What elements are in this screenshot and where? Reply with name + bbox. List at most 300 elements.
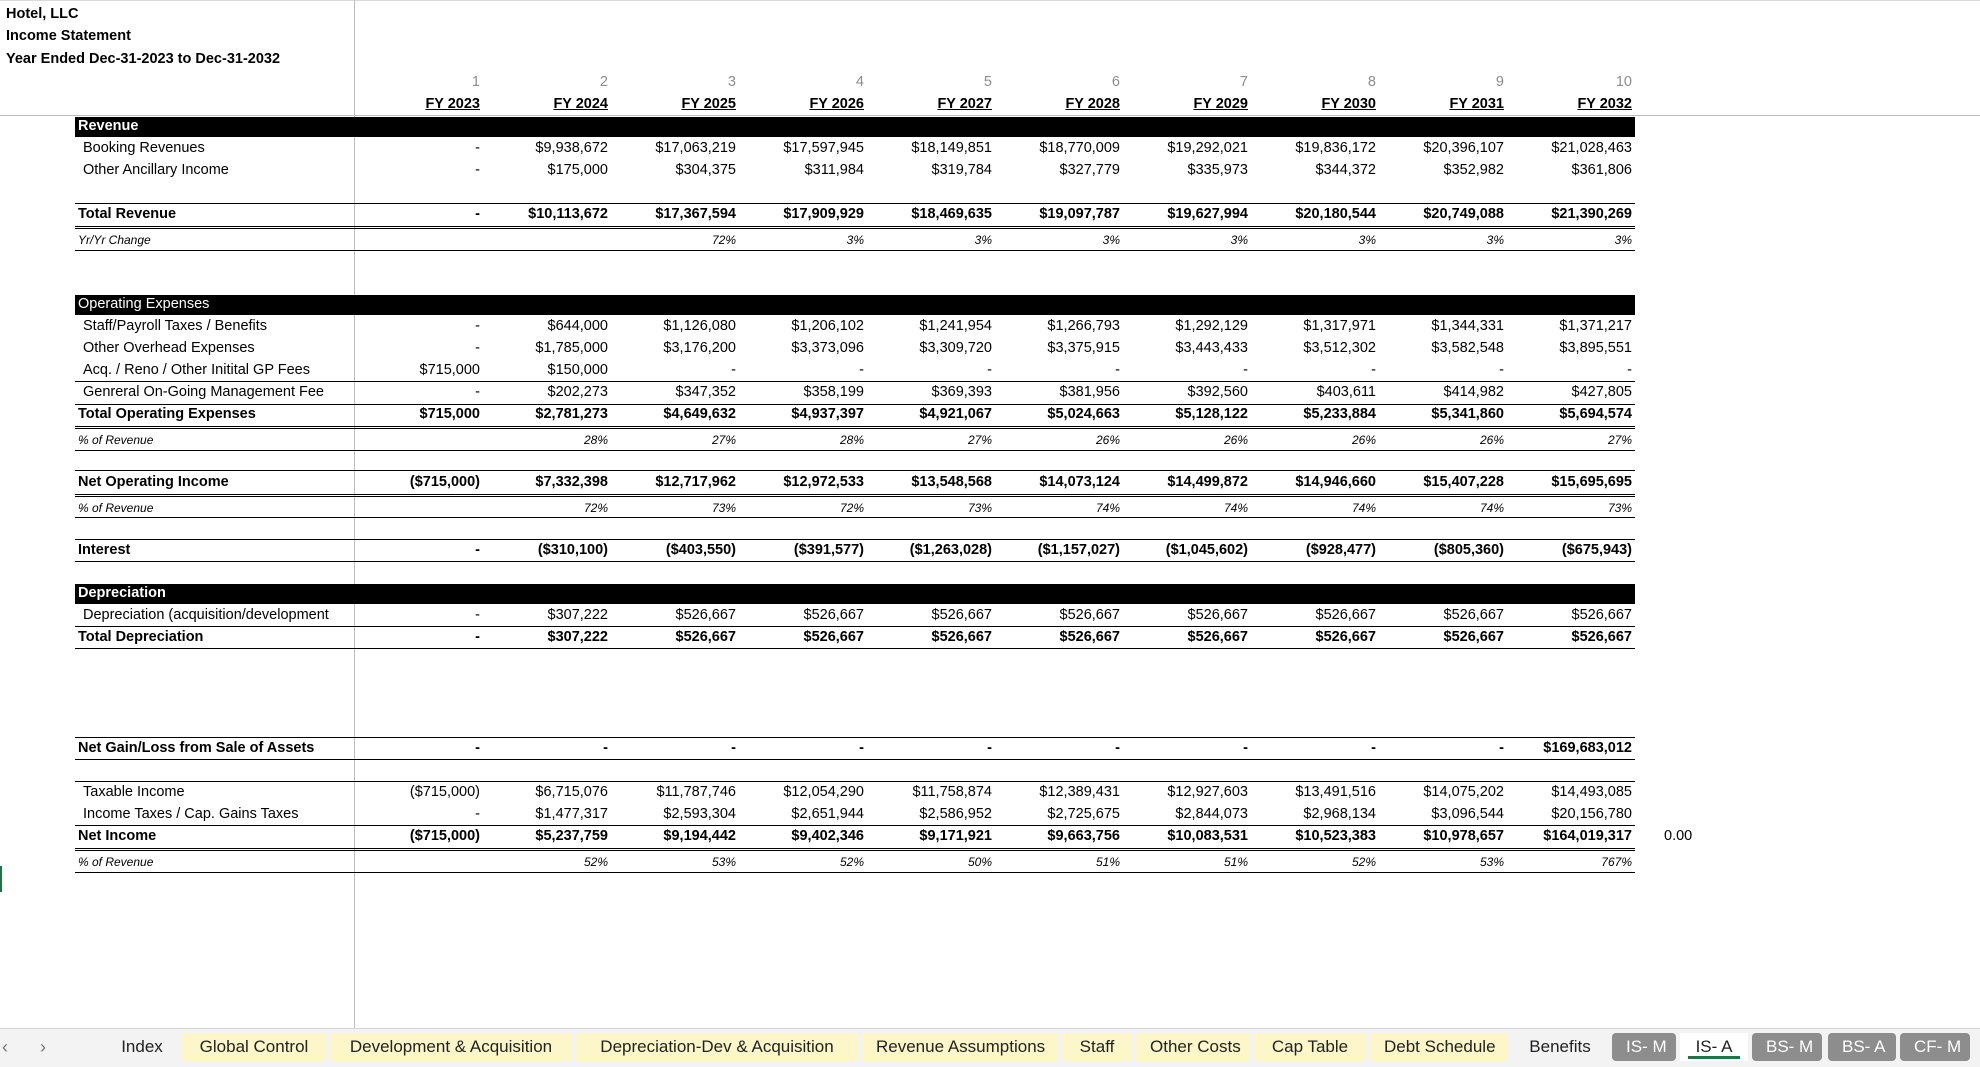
sheet-tab-label: Index: [121, 1037, 163, 1056]
value-cell[interactable]: $2,781,273: [535, 406, 608, 422]
value-cell[interactable]: $344,372: [1315, 162, 1376, 178]
sheet-tab-label: Global Control: [199, 1037, 309, 1056]
value-cell[interactable]: -: [1499, 362, 1504, 378]
value-cell[interactable]: $311,984: [804, 162, 864, 178]
value-cell[interactable]: $11,758,874: [912, 784, 992, 800]
sheet-tab-global-control[interactable]: [182, 1033, 326, 1061]
value-cell[interactable]: 28%: [583, 433, 608, 447]
value-cell[interactable]: $2,651,944: [791, 806, 864, 822]
value-cell[interactable]: $526,667: [931, 607, 992, 623]
fiscal-year-header: FY 2026: [809, 96, 864, 112]
value-cell[interactable]: $3,443,433: [1175, 340, 1248, 356]
value-cell[interactable]: $5,694,574: [1559, 406, 1632, 422]
value-cell[interactable]: ($928,477): [1305, 542, 1376, 558]
grid-line: [0, 0, 1980, 1]
value-cell[interactable]: $17,597,945: [783, 140, 864, 156]
value-cell[interactable]: $715,000: [419, 406, 480, 422]
sheet-tab-index[interactable]: [106, 1033, 178, 1061]
sheet-tab-depreciation-dev-acquisition[interactable]: [576, 1033, 858, 1061]
value-cell[interactable]: $1,785,000: [535, 340, 608, 356]
value-cell[interactable]: $1,371,217: [1559, 318, 1632, 334]
value-cell[interactable]: $18,149,851: [911, 140, 992, 156]
value-cell[interactable]: $175,000: [547, 162, 608, 178]
value-cell[interactable]: $10,978,657: [1423, 828, 1504, 844]
value-cell[interactable]: $414,982: [1443, 384, 1504, 400]
fiscal-year-header: FY 2030: [1321, 96, 1376, 112]
value-cell[interactable]: -: [475, 384, 480, 400]
value-cell[interactable]: $4,921,067: [919, 406, 992, 422]
row-label: Interest: [78, 542, 131, 558]
row-label: Net Operating Income: [78, 474, 229, 490]
value-cell[interactable]: $2,593,304: [663, 806, 736, 822]
column-index: 8: [1367, 74, 1376, 90]
value-cell[interactable]: 52%: [839, 855, 864, 869]
value-cell[interactable]: -: [475, 162, 480, 178]
row-label: Taxable Income: [83, 784, 185, 800]
value-cell[interactable]: -: [987, 362, 992, 378]
fiscal-year-header: FY 2025: [681, 96, 736, 112]
value-cell[interactable]: $4,937,397: [791, 406, 864, 422]
value-cell[interactable]: -: [859, 740, 864, 756]
value-cell[interactable]: -: [475, 629, 480, 645]
sheet-tab-label: IS- M: [1626, 1037, 1667, 1056]
row-label: Net Gain/Loss from Sale of Assets: [78, 740, 315, 756]
value-cell[interactable]: $526,667: [1443, 607, 1504, 623]
value-cell[interactable]: $307,222: [547, 607, 608, 623]
value-cell[interactable]: $12,054,290: [783, 784, 864, 800]
value-cell[interactable]: -: [475, 206, 480, 222]
value-cell[interactable]: ($1,157,027): [1037, 542, 1120, 558]
value-cell[interactable]: -: [1115, 740, 1120, 756]
value-cell[interactable]: $19,097,787: [1039, 206, 1120, 222]
sheet-tab-is-m[interactable]: [1612, 1033, 1676, 1061]
row-border: [75, 825, 1635, 826]
value-cell[interactable]: ($391,577): [793, 542, 864, 558]
value-cell[interactable]: ($1,263,028): [909, 542, 992, 558]
value-cell[interactable]: 74%: [1223, 501, 1248, 515]
value-cell[interactable]: -: [731, 740, 736, 756]
row-border: [75, 226, 1635, 229]
row-border: [75, 648, 1635, 649]
row-label: Total Depreciation: [78, 629, 204, 645]
value-cell[interactable]: 27%: [1607, 433, 1632, 447]
value-cell[interactable]: $526,667: [1187, 629, 1248, 645]
value-cell[interactable]: $526,667: [1059, 607, 1120, 623]
value-cell[interactable]: $526,667: [1571, 629, 1632, 645]
value-cell[interactable]: 52%: [1351, 855, 1376, 869]
value-cell[interactable]: $5,024,663: [1047, 406, 1120, 422]
value-cell[interactable]: $15,407,228: [1423, 474, 1504, 490]
value-cell[interactable]: $12,972,533: [783, 474, 864, 490]
sheet-tab-bar: [0, 1028, 1980, 1067]
row-label: Income Taxes / Cap. Gains Taxes: [83, 806, 299, 822]
row-border: [75, 426, 1635, 429]
value-cell[interactable]: 3%: [1486, 233, 1504, 247]
value-cell[interactable]: ($715,000): [409, 784, 480, 800]
value-cell[interactable]: $10,083,531: [1167, 828, 1248, 844]
value-cell[interactable]: ($310,100): [537, 542, 608, 558]
value-cell[interactable]: 73%: [1607, 501, 1632, 515]
value-cell[interactable]: $2,586,952: [919, 806, 992, 822]
section-label-revenue: Revenue: [78, 118, 139, 134]
value-cell[interactable]: -: [475, 607, 480, 623]
value-cell[interactable]: $304,375: [675, 162, 736, 178]
value-cell[interactable]: $1,206,102: [791, 318, 864, 334]
column-index: 3: [727, 74, 736, 90]
value-cell[interactable]: $12,927,603: [1167, 784, 1248, 800]
row-border: [75, 250, 1635, 251]
value-cell[interactable]: $9,663,756: [1047, 828, 1120, 844]
section-label-opex: Operating Expenses: [78, 296, 210, 312]
row-border: [75, 539, 1635, 540]
value-cell[interactable]: $2,844,073: [1175, 806, 1248, 822]
section-band: [75, 584, 1635, 604]
sheet-tab-staff[interactable]: [1062, 1033, 1132, 1061]
row-label: Staff/Payroll Taxes / Benefits: [83, 318, 268, 334]
value-cell[interactable]: $17,063,219: [655, 140, 736, 156]
row-label: Genreral On-Going Management Fee: [83, 384, 324, 400]
value-cell[interactable]: $21,028,463: [1551, 140, 1632, 156]
row-border: [75, 561, 1635, 562]
value-cell[interactable]: $20,156,780: [1551, 806, 1632, 822]
row-label: Depreciation (acquisition/development: [83, 607, 329, 623]
value-cell[interactable]: 72%: [839, 501, 864, 515]
sheet-tab-label: BS- A: [1842, 1037, 1886, 1056]
fiscal-year-header: FY 2024: [553, 96, 608, 112]
statement-title: Income Statement: [6, 28, 131, 44]
value-cell[interactable]: 73%: [711, 501, 736, 515]
value-cell[interactable]: $526,667: [1315, 629, 1376, 645]
value-cell[interactable]: $10,523,383: [1295, 828, 1376, 844]
freeze-pane-column-line: [354, 0, 355, 1028]
value-cell[interactable]: $7,332,398: [535, 474, 608, 490]
row-border: [75, 381, 1635, 382]
sheet-tab-cf-m[interactable]: [1900, 1033, 1970, 1061]
value-cell[interactable]: $526,667: [675, 607, 736, 623]
sheet-tab-debt-schedule[interactable]: [1370, 1033, 1508, 1061]
value-cell[interactable]: $3,309,720: [919, 340, 992, 356]
fiscal-year-header: FY 2023: [425, 96, 480, 112]
value-cell[interactable]: $526,667: [1571, 607, 1632, 623]
value-cell[interactable]: -: [731, 362, 736, 378]
value-cell[interactable]: -: [475, 542, 480, 558]
value-cell[interactable]: $526,667: [803, 607, 864, 623]
sheet-tab-bs-m[interactable]: [1752, 1033, 1822, 1061]
value-cell[interactable]: 27%: [967, 433, 992, 447]
sheet-tab-cap-table[interactable]: [1254, 1033, 1366, 1061]
value-cell[interactable]: -: [475, 740, 480, 756]
row-border: [75, 848, 1635, 851]
sheet-tab-label: CF- M: [1914, 1037, 1962, 1056]
value-cell[interactable]: 53%: [711, 855, 736, 869]
value-cell[interactable]: $392,560: [1187, 384, 1248, 400]
sheet-tab-revenue-assumptions[interactable]: [862, 1033, 1058, 1061]
value-cell[interactable]: $14,946,660: [1295, 474, 1376, 490]
row-label: Total Revenue: [78, 206, 177, 222]
value-cell[interactable]: $526,667: [1315, 607, 1376, 623]
value-cell[interactable]: $358,199: [803, 384, 864, 400]
sheet-tab-development-acquisition[interactable]: [330, 1033, 572, 1061]
value-cell[interactable]: $9,402,346: [791, 828, 864, 844]
column-index: 5: [983, 74, 992, 90]
value-cell[interactable]: $2,725,675: [1047, 806, 1120, 822]
value-cell[interactable]: 53%: [1479, 855, 1504, 869]
value-cell[interactable]: 26%: [1479, 433, 1504, 447]
value-cell[interactable]: $14,499,872: [1167, 474, 1248, 490]
value-cell[interactable]: 3%: [1358, 233, 1376, 247]
row-label: Yr/Yr Change: [78, 233, 151, 247]
value-cell[interactable]: 3%: [846, 233, 864, 247]
value-cell[interactable]: $369,393: [931, 384, 992, 400]
section-band: [75, 117, 1635, 137]
row-border: [75, 203, 1635, 204]
value-cell[interactable]: $526,667: [675, 629, 736, 645]
column-index: 9: [1495, 74, 1504, 90]
value-cell[interactable]: ($805,360): [1433, 542, 1504, 558]
value-cell[interactable]: $5,233,884: [1303, 406, 1376, 422]
section-band: [75, 295, 1635, 315]
value-cell[interactable]: $526,667: [1443, 629, 1504, 645]
column-index: 2: [599, 74, 608, 90]
value-cell[interactable]: 72%: [711, 233, 736, 247]
value-cell[interactable]: $10,113,672: [528, 206, 608, 222]
value-cell[interactable]: 51%: [1095, 855, 1120, 869]
freeze-pane-line: [0, 115, 1980, 116]
value-cell[interactable]: $526,667: [1059, 629, 1120, 645]
value-cell[interactable]: 74%: [1479, 501, 1504, 515]
value-cell[interactable]: $164,019,317: [1543, 828, 1632, 844]
value-cell[interactable]: $427,805: [1571, 384, 1632, 400]
selected-row-indicator: [0, 866, 2, 892]
row-label: Acq. / Reno / Other Initital GP Fees: [83, 362, 311, 378]
value-cell[interactable]: $1,266,793: [1047, 318, 1120, 334]
value-cell[interactable]: -: [475, 140, 480, 156]
row-border: [75, 737, 1635, 738]
value-cell[interactable]: $319,784: [931, 162, 992, 178]
value-cell[interactable]: $18,770,009: [1039, 140, 1120, 156]
company-name: Hotel, LLC: [6, 6, 79, 22]
row-label: % of Revenue: [78, 433, 154, 447]
column-index: 10: [1615, 74, 1632, 90]
value-cell[interactable]: 767%: [1601, 855, 1632, 869]
value-cell[interactable]: -: [1627, 362, 1632, 378]
row-border: [75, 872, 1635, 873]
row-border: [75, 781, 1635, 782]
sheet-tab-benefits[interactable]: [1512, 1033, 1608, 1061]
column-index: 6: [1111, 74, 1120, 90]
value-cell[interactable]: $1,241,954: [919, 318, 992, 334]
fiscal-year-header: FY 2032: [1577, 96, 1632, 112]
value-cell[interactable]: $6,715,076: [535, 784, 608, 800]
value-cell[interactable]: -: [603, 740, 608, 756]
value-cell[interactable]: -: [987, 740, 992, 756]
value-cell[interactable]: $5,341,860: [1431, 406, 1504, 422]
value-cell[interactable]: $644,000: [547, 318, 608, 334]
value-cell[interactable]: $11,787,746: [656, 784, 736, 800]
fiscal-year-header: FY 2029: [1193, 96, 1248, 112]
value-cell[interactable]: $14,073,124: [1039, 474, 1120, 490]
value-cell[interactable]: 52%: [583, 855, 608, 869]
value-cell[interactable]: -: [1243, 362, 1248, 378]
value-cell[interactable]: $352,982: [1443, 162, 1504, 178]
section-label-depreciation: Depreciation: [78, 585, 166, 601]
value-cell[interactable]: $14,075,202: [1423, 784, 1504, 800]
value-cell[interactable]: $347,352: [675, 384, 736, 400]
value-cell[interactable]: 26%: [1351, 433, 1376, 447]
value-cell[interactable]: 3%: [974, 233, 992, 247]
value-cell[interactable]: $17,367,594: [655, 206, 736, 222]
column-index: 7: [1239, 74, 1248, 90]
value-cell[interactable]: 51%: [1223, 855, 1248, 869]
value-cell[interactable]: ($1,045,602): [1165, 542, 1248, 558]
value-cell[interactable]: -: [475, 806, 480, 822]
value-cell[interactable]: $19,836,172: [1295, 140, 1376, 156]
sheet-tab-label: Depreciation-Dev & Acquisition: [600, 1037, 834, 1056]
fiscal-year-header: FY 2031: [1449, 96, 1504, 112]
value-cell[interactable]: $526,667: [931, 629, 992, 645]
value-cell[interactable]: $20,749,088: [1423, 206, 1504, 222]
row-border: [75, 450, 1635, 451]
value-cell[interactable]: 74%: [1351, 501, 1376, 515]
value-cell[interactable]: $5,237,759: [535, 828, 608, 844]
value-cell[interactable]: -: [1499, 740, 1504, 756]
sheet-tab-bs-a[interactable]: [1828, 1033, 1896, 1061]
row-label: Other Ancillary Income: [83, 162, 229, 178]
value-cell[interactable]: 3%: [1230, 233, 1248, 247]
value-cell[interactable]: -: [475, 318, 480, 334]
row-label: Booking Revenues: [83, 140, 205, 156]
sheet-tab-is-a[interactable]: [1680, 1033, 1748, 1061]
value-cell[interactable]: ($675,943): [1561, 542, 1632, 558]
row-border: [75, 759, 1635, 760]
value-cell[interactable]: $3,373,096: [791, 340, 864, 356]
value-cell[interactable]: $21,390,269: [1551, 206, 1632, 222]
row-border: [75, 626, 1635, 627]
sheet-tab-label: Benefits: [1529, 1037, 1591, 1056]
value-cell[interactable]: $13,491,516: [1295, 784, 1376, 800]
value-cell[interactable]: $19,627,994: [1167, 206, 1248, 222]
value-cell[interactable]: 26%: [1095, 433, 1120, 447]
value-cell[interactable]: $526,667: [1187, 607, 1248, 623]
value-cell[interactable]: ($715,000): [409, 474, 480, 490]
extra-cell-value[interactable]: 0.00: [1664, 828, 1693, 844]
value-cell[interactable]: $12,389,431: [1039, 784, 1120, 800]
value-cell[interactable]: $20,396,107: [1423, 140, 1504, 156]
sheet-tab-label: Other Costs: [1150, 1037, 1241, 1056]
active-tab-underline: [1688, 1056, 1740, 1059]
value-cell[interactable]: $381,956: [1059, 384, 1120, 400]
value-cell[interactable]: $3,582,548: [1431, 340, 1504, 356]
value-cell[interactable]: $3,512,302: [1303, 340, 1376, 356]
value-cell[interactable]: -: [859, 362, 864, 378]
value-cell[interactable]: $9,194,442: [663, 828, 736, 844]
value-cell[interactable]: $17,909,929: [783, 206, 864, 222]
value-cell[interactable]: 26%: [1223, 433, 1248, 447]
statement-period: Year Ended Dec-31-2023 to Dec-31-2032: [6, 51, 281, 67]
value-cell[interactable]: $1,292,129: [1175, 318, 1248, 334]
value-cell[interactable]: -: [1371, 362, 1376, 378]
value-cell[interactable]: -: [1243, 740, 1248, 756]
sheet-tab-label: IS- A: [1695, 1037, 1733, 1056]
row-label: Total Operating Expenses: [78, 406, 256, 422]
value-cell[interactable]: $2,968,134: [1303, 806, 1376, 822]
value-cell[interactable]: $4,649,632: [663, 406, 736, 422]
row-label: Net Income: [78, 828, 157, 844]
value-cell[interactable]: $9,171,921: [919, 828, 992, 844]
value-cell[interactable]: $403,611: [1316, 384, 1376, 400]
value-cell[interactable]: $327,779: [1059, 162, 1120, 178]
value-cell[interactable]: $715,000: [419, 362, 480, 378]
value-cell[interactable]: 3%: [1614, 233, 1632, 247]
value-cell[interactable]: 27%: [711, 433, 736, 447]
value-cell[interactable]: $1,344,331: [1431, 318, 1504, 334]
value-cell[interactable]: $20,180,544: [1295, 206, 1376, 222]
scroll-tabs-right-icon[interactable]: ›: [40, 1037, 46, 1057]
value-cell[interactable]: 74%: [1095, 501, 1120, 515]
value-cell[interactable]: 3%: [1102, 233, 1120, 247]
sheet-tab-label: Debt Schedule: [1384, 1037, 1496, 1056]
fiscal-year-header: FY 2028: [1065, 96, 1120, 112]
value-cell[interactable]: $1,126,080: [663, 318, 736, 334]
row-border: [75, 517, 1635, 518]
row-label: % of Revenue: [78, 855, 154, 869]
sheet-tab-label: BS- M: [1766, 1037, 1814, 1056]
value-cell[interactable]: $3,176,200: [663, 340, 736, 356]
value-cell[interactable]: $3,096,544: [1431, 806, 1504, 822]
value-cell[interactable]: $1,477,317: [535, 806, 608, 822]
sheet-tab-label: Cap Table: [1271, 1037, 1349, 1056]
value-cell[interactable]: $15,695,695: [1551, 474, 1632, 490]
value-cell[interactable]: $169,683,012: [1543, 740, 1632, 756]
sheet-tab-label: Revenue Assumptions: [876, 1037, 1046, 1056]
value-cell[interactable]: -: [475, 340, 480, 356]
value-cell[interactable]: $202,273: [547, 384, 608, 400]
value-cell[interactable]: $361,806: [1571, 162, 1632, 178]
value-cell[interactable]: $526,667: [803, 629, 864, 645]
row-border: [75, 494, 1635, 497]
value-cell[interactable]: ($715,000): [409, 828, 480, 844]
value-cell[interactable]: 72%: [583, 501, 608, 515]
value-cell[interactable]: ($403,550): [665, 542, 736, 558]
value-cell[interactable]: $18,469,635: [911, 206, 992, 222]
value-cell[interactable]: -: [1371, 740, 1376, 756]
sheet-tab-other-costs[interactable]: [1136, 1033, 1250, 1061]
scroll-tabs-left-icon[interactable]: ‹: [2, 1037, 8, 1057]
value-cell[interactable]: $335,973: [1187, 162, 1248, 178]
value-cell[interactable]: $5,128,122: [1175, 406, 1248, 422]
value-cell[interactable]: 73%: [967, 501, 992, 515]
column-index: 4: [855, 74, 864, 90]
value-cell[interactable]: 28%: [839, 433, 864, 447]
value-cell[interactable]: $19,292,021: [1167, 140, 1248, 156]
value-cell[interactable]: $12,717,962: [655, 474, 736, 490]
value-cell[interactable]: $14,493,085: [1551, 784, 1632, 800]
value-cell[interactable]: $1,317,971: [1303, 318, 1376, 334]
row-label: Other Overhead Expenses: [83, 340, 255, 356]
value-cell[interactable]: $9,938,672: [535, 140, 608, 156]
value-cell[interactable]: $307,222: [547, 629, 608, 645]
value-cell[interactable]: $3,895,551: [1559, 340, 1632, 356]
row-border: [75, 404, 1635, 405]
sheet-tab-label: Staff: [1079, 1037, 1115, 1056]
value-cell[interactable]: 50%: [967, 855, 992, 869]
value-cell[interactable]: $3,375,915: [1047, 340, 1120, 356]
row-label: % of Revenue: [78, 501, 154, 515]
column-index: 1: [471, 74, 480, 90]
value-cell[interactable]: $13,548,568: [911, 474, 992, 490]
value-cell[interactable]: $150,000: [547, 362, 608, 378]
value-cell[interactable]: -: [1115, 362, 1120, 378]
